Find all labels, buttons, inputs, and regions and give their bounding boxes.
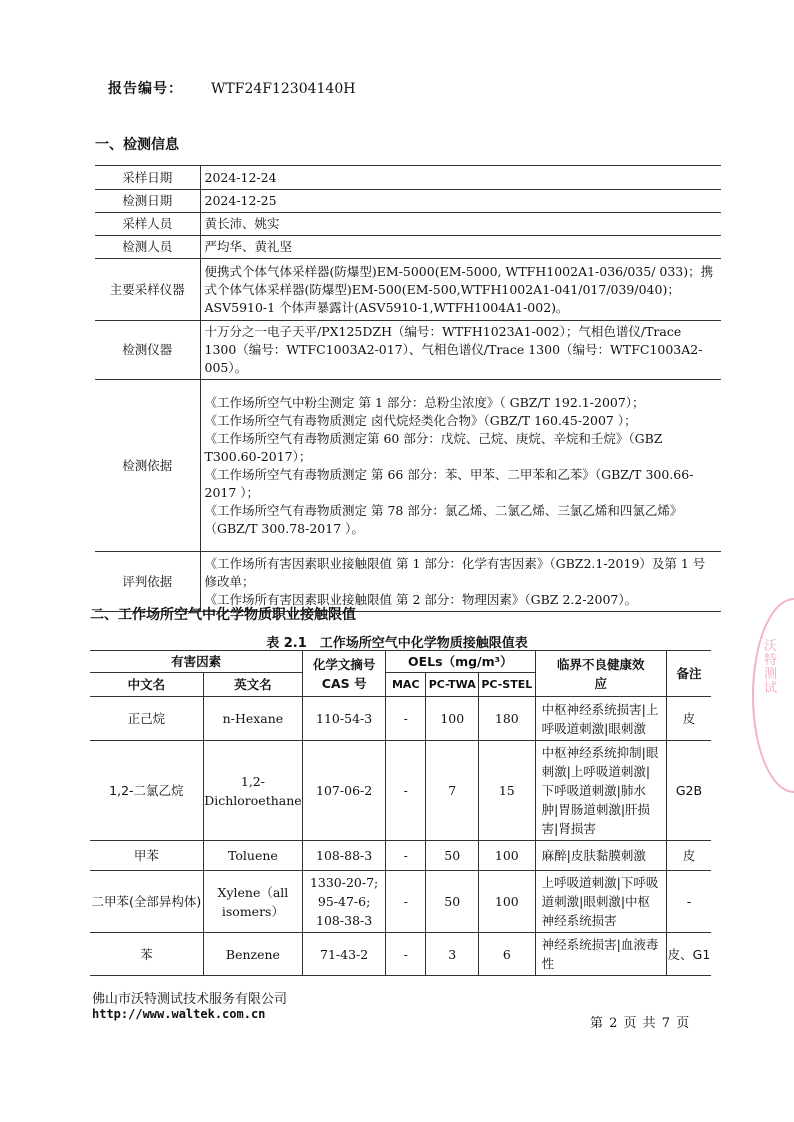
- info-row: [95, 190, 721, 213]
- info-label: 检测人员: [95, 236, 200, 259]
- info-value-line: 《工作场所空气中粉尘测定 第 1 部分：总粉尘浓度》（ GBZ/T 192.1-2007）；: [204, 394, 645, 410]
- info-value-line: 2024-12-24: [204, 169, 277, 185]
- cell-mac: -: [386, 697, 426, 741]
- header-hazard: 有害因素: [90, 651, 303, 673]
- header-pc-twa: PC-TWA: [426, 673, 479, 697]
- cell-en-name: n-Hexane: [203, 697, 303, 741]
- info-value-line: 《工作场所有害因素职业接触限值 第 2 部分：物理因素》（GBZ 2.2-2007）。: [204, 591, 638, 607]
- header-pc-stel: PC-STEL: [479, 673, 536, 697]
- cell-pc-twa: 7: [426, 741, 479, 841]
- cell-effect: 麻醉|皮肤黏膜刺激: [535, 841, 666, 871]
- cell-effect: 上呼吸道刺激|下呼吸道刺激|眼刺激|中枢神经系统损害: [535, 871, 666, 933]
- info-value: [200, 166, 721, 190]
- info-value-line: 便携式个体气体采样器(防爆型)EM-5000(EM-5000, WTFH1002A1-036/035/ 033)；携式个体气体采样器(防爆型)EM-500(EM-500,WTFH1002A1-041/017/039/040)；ASV5910-1 个体声暴露计(ASV5910-1,WTFH1004A1-002)。: [204, 263, 714, 315]
- header-mac: MAC: [386, 673, 426, 697]
- cell-mac: -: [386, 871, 426, 933]
- cell-cn-name: 1,2-二氯乙烷: [90, 741, 203, 841]
- cell-effect: 神经系统损害|血液毒性: [535, 933, 666, 976]
- footer-company: 佛山市沃特测试技术服务有限公司: [92, 992, 288, 1007]
- cell-en-name: Xylene（all isomers）: [203, 871, 303, 933]
- info-value-line: 严均华、黄礼坚: [204, 239, 293, 254]
- cell-cas: 108-88-3: [303, 841, 386, 871]
- cell-pc-twa: 100: [426, 697, 479, 741]
- cell-cas: 71-43-2: [303, 933, 386, 976]
- cell-effect: 中枢神经系统损害|上呼吸道刺激|眼刺激: [535, 697, 666, 741]
- cell-en-name: 1,2-Dichloroethane: [203, 741, 303, 841]
- info-value: [200, 380, 721, 552]
- info-value-line: 《工作场所空气有毒物质测定 第 66 部分：苯、甲苯、二甲苯和乙苯》（GBZ/T 300.66-2017 ）；: [204, 466, 694, 500]
- report-number-value: WTF24F12304140H: [211, 81, 356, 97]
- company-seal-text: 沃特测试: [764, 639, 778, 696]
- cell-pc-twa: 3: [426, 933, 479, 976]
- cell-pc-stel: 100: [479, 871, 536, 933]
- cell-note: 皮、G1: [666, 933, 711, 976]
- cell-mac: -: [386, 841, 426, 871]
- info-value-line: 《工作场所空气有毒物质测定 第 78 部分：氯乙烯、二氯乙烯、三氯乙烯和四氯乙烯》（GBZ/T 300.78-2017 ）。: [204, 502, 683, 536]
- cell-pc-stel: 100: [479, 841, 536, 871]
- header-oels: OELs（mg/m³）: [386, 651, 536, 673]
- info-row: [95, 213, 721, 236]
- cell-pc-stel: 6: [479, 933, 536, 976]
- cell-note: 皮: [666, 841, 711, 871]
- cell-cn-name: 甲苯: [90, 841, 203, 871]
- info-row: [95, 552, 721, 612]
- cell-pc-stel: 180: [479, 697, 536, 741]
- cell-cas: 107-06-2: [303, 741, 386, 841]
- info-row: [95, 236, 721, 259]
- table-row: [90, 697, 711, 741]
- table-row: [90, 933, 711, 976]
- header-cn-name: 中文名: [90, 673, 203, 697]
- table-caption: 表 2.1 工作场所空气中化学物质接触限值表: [266, 636, 528, 651]
- cell-pc-twa: 50: [426, 871, 479, 933]
- info-value-line: 《工作场所有害因素职业接触限值 第 1 部分：化学有害因素》（GBZ2.1-2019）及第 1 号修改单；: [204, 555, 706, 589]
- table-row: [90, 841, 711, 871]
- cell-note: -: [666, 871, 711, 933]
- info-label: 采样人员: [95, 213, 200, 236]
- exposure-limit-table: [90, 650, 711, 976]
- info-value: [200, 213, 721, 236]
- info-label: 主要采样仪器: [95, 259, 200, 321]
- info-label: 检测日期: [95, 190, 200, 213]
- info-row: [95, 166, 721, 190]
- cell-pc-stel: 15: [479, 741, 536, 841]
- info-label: 检测仪器: [95, 321, 200, 380]
- info-value-line: 十万分之一电子天平/PX125DZH（编号：WTFH1023A1-002）；气相色谱仪/Trace 1300（编号：WTFC1003A2-017）、气相色谱仪/Trace 1300（编号：WTFC1003A2-005）。: [204, 324, 703, 375]
- report-number: [108, 78, 355, 98]
- info-row: [95, 321, 721, 380]
- cell-effect: 中枢神经系统抑制|眼刺激|上呼吸道刺激|下呼吸道刺激|肺水肿|胃肠道刺激|肝损害|肾损害: [535, 741, 666, 841]
- info-value-line: 黄长沛、姚实: [204, 216, 280, 231]
- info-label: 检测依据: [95, 380, 200, 552]
- info-row: [95, 380, 721, 552]
- section-title-exposure-limits: 二、工作场所空气中化学物质职业接触限值: [90, 607, 356, 623]
- section-title-inspection-info: 一、检测信息: [95, 137, 179, 153]
- cell-cn-name: 正己烷: [90, 697, 203, 741]
- cell-cn-name: 二甲苯(全部异构体): [90, 871, 203, 933]
- info-value: [200, 190, 721, 213]
- cell-mac: -: [386, 741, 426, 841]
- info-value-line: 《工作场所空气有毒物质测定 卤代烷烃类化合物》（GBZ/T 160.45-2007 ）；: [204, 412, 637, 428]
- cell-en-name: Benzene: [203, 933, 303, 976]
- cell-en-name: Toluene: [203, 841, 303, 871]
- cell-cas: 1330-20-7; 95-47-6; 108-38-3: [303, 871, 386, 933]
- header-note: 备注: [666, 651, 711, 697]
- inspection-info-table: [95, 165, 721, 612]
- info-value-line: 《工作场所空气有毒物质测定第 60 部分：戊烷、己烷、庚烷、辛烷和壬烷》（GBZ T300.60-2017）；: [204, 430, 663, 464]
- info-value: [200, 552, 721, 612]
- info-label: 采样日期: [95, 166, 200, 190]
- cell-mac: -: [386, 933, 426, 976]
- info-value: [200, 321, 721, 380]
- info-row: [95, 259, 721, 321]
- page-number: 第 2 页 共 7 页: [590, 1016, 691, 1031]
- header-en-name: 英文名: [203, 673, 303, 697]
- table-row: [90, 741, 711, 841]
- header-effect: 临界不良健康效应: [535, 651, 666, 697]
- info-value: [200, 236, 721, 259]
- footer-url[interactable]: http://www.waltek.com.cn: [92, 1007, 266, 1021]
- info-value: [200, 259, 721, 321]
- table-row: [90, 871, 711, 933]
- info-label: 评判依据: [95, 552, 200, 612]
- cell-note: G2B: [666, 741, 711, 841]
- info-value-line: 2024-12-25: [204, 193, 277, 208]
- header-cas: 化学文摘号 CAS 号: [303, 651, 386, 697]
- cell-pc-twa: 50: [426, 841, 479, 871]
- cell-note: 皮: [666, 697, 711, 741]
- cell-cn-name: 苯: [90, 933, 203, 976]
- cell-cas: 110-54-3: [303, 697, 386, 741]
- report-number-label: 报告编号：: [108, 81, 183, 97]
